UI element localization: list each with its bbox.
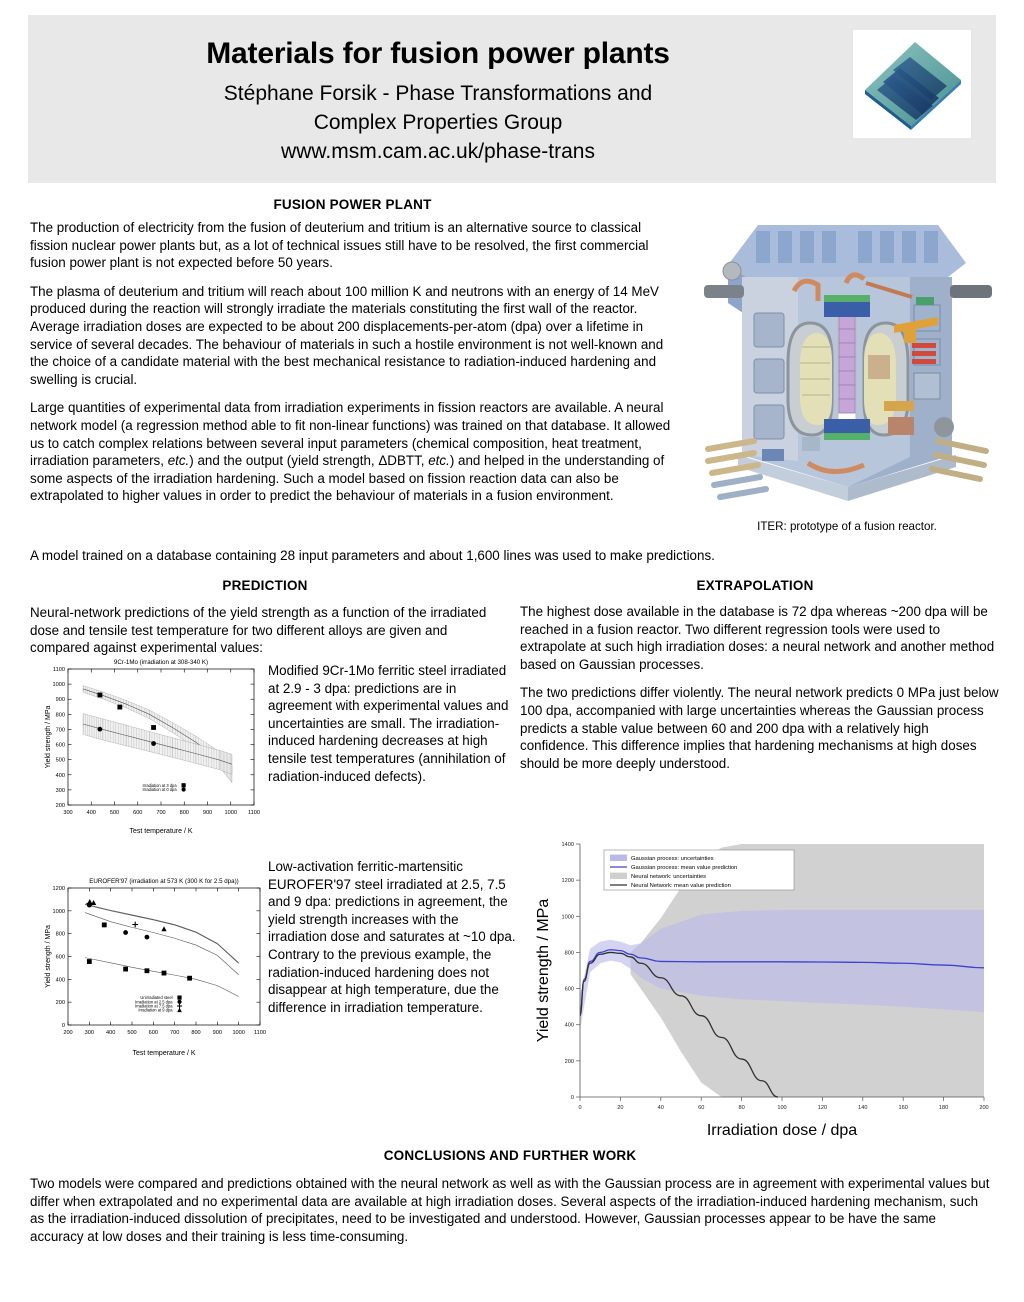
svg-text:Irradiation at 0 dpa: Irradiation at 0 dpa <box>142 786 177 792</box>
svg-text:1000: 1000 <box>561 914 574 921</box>
svg-text:60: 60 <box>698 1105 705 1111</box>
svg-text:1000: 1000 <box>52 682 65 689</box>
svg-text:300: 300 <box>55 787 65 794</box>
svg-text:700: 700 <box>55 727 65 734</box>
svg-text:200: 200 <box>63 1030 73 1036</box>
svg-text:1100: 1100 <box>52 667 65 673</box>
svg-text:Gaussian process: mean value p: Gaussian process: mean value prediction <box>631 865 738 872</box>
conclusions-paragraph: Two models were compared and predictions obtained with the neural network as well as with the Gaussian process are in agreement with experimental values but differ when extrapolated and no experimental data are available at high irradiation doses. Several aspects of the irradiation-induced hardening mechanism, such as the irradiation-induced dissolution of precipitates, need to be investigated and understood. However, Gaussian processes appear to be have the same accuracy at low doses and their training is less time-consuming. <box>30 1176 990 1244</box>
svg-text:Neural network: uncertainties: Neural network: uncertainties <box>631 874 707 881</box>
svg-text:900: 900 <box>212 1030 223 1036</box>
svg-text:Gaussian process: uncertaintie: Gaussian process: uncertainties <box>631 856 714 863</box>
svg-text:120: 120 <box>817 1105 828 1111</box>
extrapolation-paragraph-2: The two predictions differ violently. The neural network predicts 0 MPa just below 100 dpa, accompanied with large uncertainties whereas the Gaussian process predicts a stable value between 60 and 200 dpa with a relatively high confidence. This difference implies that hardening mechanisms at high doses should be more deeply understood. <box>520 685 999 771</box>
chart-eurofer97-yield-strength <box>30 872 270 1057</box>
prediction-note-eurofer97-paragraph: Low-activation ferritic-martensitic EUROFER'97 steel irradiated at 2.5, 7.5 and 9 dpa: predictions in agreement, the yield strength increases with the irradiation dose and saturates at ~10 dpa. Contrary to the previous example, the radiation-induced hardening does not disappear at high temperature, due the difference in irradiation temperature. <box>268 859 516 1015</box>
svg-text:Irradiation at 9 dpa: Irradiation at 9 dpa <box>138 1007 173 1013</box>
extrapolation-text <box>520 603 1000 772</box>
svg-text:1400: 1400 <box>561 842 574 848</box>
afm-surface-topography-logo <box>853 30 971 138</box>
svg-text:20: 20 <box>617 1105 624 1111</box>
author-affiliation-line2: Complex Properties Group <box>313 111 563 134</box>
section-heading-prediction: PREDICTION <box>222 578 308 593</box>
svg-text:300: 300 <box>63 810 73 816</box>
svg-text:Yield strength / MPa: Yield strength / MPa <box>45 705 52 769</box>
svg-text:1000: 1000 <box>52 908 65 915</box>
group-website: www.msm.cam.ac.uk/phase-trans <box>281 140 595 163</box>
svg-text:0: 0 <box>578 1105 582 1111</box>
svg-text:Unirradiated steel: Unirradiated steel <box>140 995 173 1001</box>
svg-text:200: 200 <box>564 1058 574 1065</box>
svg-text:600: 600 <box>55 742 65 749</box>
svg-text:600: 600 <box>133 810 143 816</box>
svg-text:100: 100 <box>777 1105 787 1111</box>
fusion-p3-part-b: ) and the output (yield strength, ΔDBTT, <box>189 453 429 469</box>
svg-text:9Cr-1Mo (irradiation at 308-34: 9Cr-1Mo (irradiation at 308-340 K) <box>113 659 209 666</box>
svg-text:Irradiation at 2.5 dpa: Irradiation at 2.5 dpa <box>134 999 173 1005</box>
svg-text:Irradiation at 7.5 dpa: Irradiation at 7.5 dpa <box>134 1003 173 1009</box>
svg-text:80: 80 <box>738 1105 745 1111</box>
svg-text:1100: 1100 <box>247 810 261 816</box>
svg-text:400: 400 <box>55 772 65 779</box>
fusion-paragraph-3 <box>30 399 680 505</box>
model-database-note: A model trained on a database containing 28 input parameters and about 1,600 lines was used to make predictions. <box>30 548 715 563</box>
svg-text:140: 140 <box>858 1105 868 1111</box>
fusion-p3-part-c: ) and helped in the understanding of some aspects of the irradiation hardening. Such a model based on fission reaction data can also be extrapolated to higher values in order to predict the behaviour of materials in a fusion environment. <box>30 453 665 504</box>
iter-figure-caption: ITER: prototype of a fusion reactor. <box>757 520 937 533</box>
section-heading-fusion-power-plant: FUSION POWER PLANT <box>273 197 432 212</box>
svg-text:700: 700 <box>169 1030 180 1036</box>
section-heading-extrapolation: EXTRAPOLATION <box>696 578 814 593</box>
prediction-note-9cr1mo <box>268 662 516 785</box>
svg-text:200: 200 <box>979 1105 989 1111</box>
svg-text:900: 900 <box>202 810 213 816</box>
svg-text:180: 180 <box>938 1105 949 1111</box>
svg-text:500: 500 <box>55 757 65 764</box>
svg-text:600: 600 <box>148 1030 159 1036</box>
svg-text:160: 160 <box>898 1105 908 1111</box>
extrapolation-paragraph-1: The highest dose available in the database is 72 dpa whereas ~200 dpa will be reached in a fusion reactor. Two different regression tools were used to extrapolate at such high irradiation doses: a neural network and another method based on Gaussian processes. <box>520 604 995 672</box>
page-title: Materials for fusion power plants <box>206 37 670 70</box>
svg-text:300: 300 <box>84 1030 95 1036</box>
svg-text:600: 600 <box>564 986 574 993</box>
poster-header <box>28 15 996 183</box>
author-affiliation-line1: Stéphane Forsik - Phase Transformations and <box>223 82 653 105</box>
svg-text:400: 400 <box>55 977 65 984</box>
fusion-paragraph-1: The production of electricity from the fusion of deuterium and tritium is an alternative source to classical fission nuclear power plants but, as a lot of technical issues still have to be resolved, the first commercial fusion power plant is not expected before 50 years. <box>30 220 649 271</box>
prediction-intro-paragraph: Neural-network predictions of the yield strength as a function of the irradiated dose and tensile test temperature for two different alloys are given and compared against experimental values: <box>30 605 487 656</box>
svg-text:Irradiation at 3 dpa: Irradiation at 3 dpa <box>142 782 177 788</box>
svg-text:0: 0 <box>61 1023 65 1029</box>
fusion-paragraph-2: The plasma of deuterium and tritium will reach about 100 million K and neutrons with an energy of 14 MeV produced during the reaction will strongly irradiate the materials constituting the first wall of the reactor. Average irradiation doses are expected to be about 200 displacements-per-atom (dpa) over a lifetime in service of several decades. The behaviour of materials in such a hostile environment is not well-known and the choice of a candidate material with the best mechanical resistance to radiation-induced hardening and swelling is crucial. <box>30 283 664 387</box>
svg-text:500: 500 <box>109 810 120 816</box>
svg-text:400: 400 <box>564 1022 574 1029</box>
svg-text:1100: 1100 <box>253 1030 267 1036</box>
conclusions-text <box>30 1175 990 1245</box>
svg-text:1200: 1200 <box>52 886 65 892</box>
svg-text:400: 400 <box>105 1030 116 1036</box>
svg-text:600: 600 <box>55 954 65 961</box>
svg-text:700: 700 <box>156 810 166 816</box>
fusion-power-plant-text <box>30 219 680 505</box>
iter-reactor-cutaway <box>698 205 996 535</box>
page-subtitle <box>28 79 848 166</box>
fusion-p3-part-a: Large quantities of experimental data from irradiation experiments in fission reactors are available. A neural network model (a regression method able to fit non-linear functions) was trained on that database. It allowed us to catch complex relations between several input parameters (chemical composition, heat treatment, irradiation parameters, <box>30 400 671 469</box>
fusion-p3-etc-2: etc. <box>428 453 450 469</box>
fusion-p3-etc-1: etc. <box>167 453 190 469</box>
svg-text:800: 800 <box>191 1030 201 1036</box>
svg-text:40: 40 <box>657 1105 664 1111</box>
svg-text:200: 200 <box>55 1000 65 1007</box>
svg-text:Yield strength / MPa: Yield strength / MPa <box>535 898 552 1043</box>
svg-text:Test temperature / K: Test temperature / K <box>129 828 193 835</box>
svg-text:800: 800 <box>55 931 65 938</box>
chart-extrapolation-irradiation-dose <box>528 836 998 1141</box>
svg-text:1000: 1000 <box>232 1030 245 1036</box>
svg-text:800: 800 <box>55 712 65 719</box>
svg-text:800: 800 <box>564 950 574 957</box>
prediction-intro-text <box>30 604 505 657</box>
svg-text:Irradiation dose / dpa: Irradiation dose / dpa <box>706 1122 858 1139</box>
svg-text:500: 500 <box>127 1030 137 1036</box>
prediction-note-9cr1mo-paragraph: Modified 9Cr-1Mo ferritic steel irradiated at 2.9 - 3 dpa: predictions are in agreement with experimental values and uncertainties are small. The irradiation-induced hardening decreases at high tensile test temperatures (annihilation of radiation-induced defects). <box>268 663 509 784</box>
svg-text:EUROFER'97 (irradiation at 573: EUROFER'97 (irradiation at 573 K (300 K for 2.5 dpa)) <box>89 878 239 885</box>
svg-text:Test temperature / K: Test temperature / K <box>132 1050 196 1057</box>
svg-text:Yield strength / MPa: Yield strength / MPa <box>45 925 52 988</box>
svg-text:900: 900 <box>55 697 65 704</box>
chart-9cr1mo-yield-strength <box>30 655 262 835</box>
svg-text:200: 200 <box>55 803 65 809</box>
svg-text:1200: 1200 <box>561 878 574 885</box>
svg-text:0: 0 <box>570 1095 574 1101</box>
svg-text:Neural Network: mean value pre: Neural Network: mean value prediction <box>631 883 731 890</box>
svg-text:1000: 1000 <box>224 810 237 816</box>
prediction-note-eurofer97 <box>268 858 518 1016</box>
svg-text:400: 400 <box>86 810 96 816</box>
svg-text:800: 800 <box>179 810 189 816</box>
section-heading-conclusions: CONCLUSIONS AND FURTHER WORK <box>383 1148 637 1163</box>
